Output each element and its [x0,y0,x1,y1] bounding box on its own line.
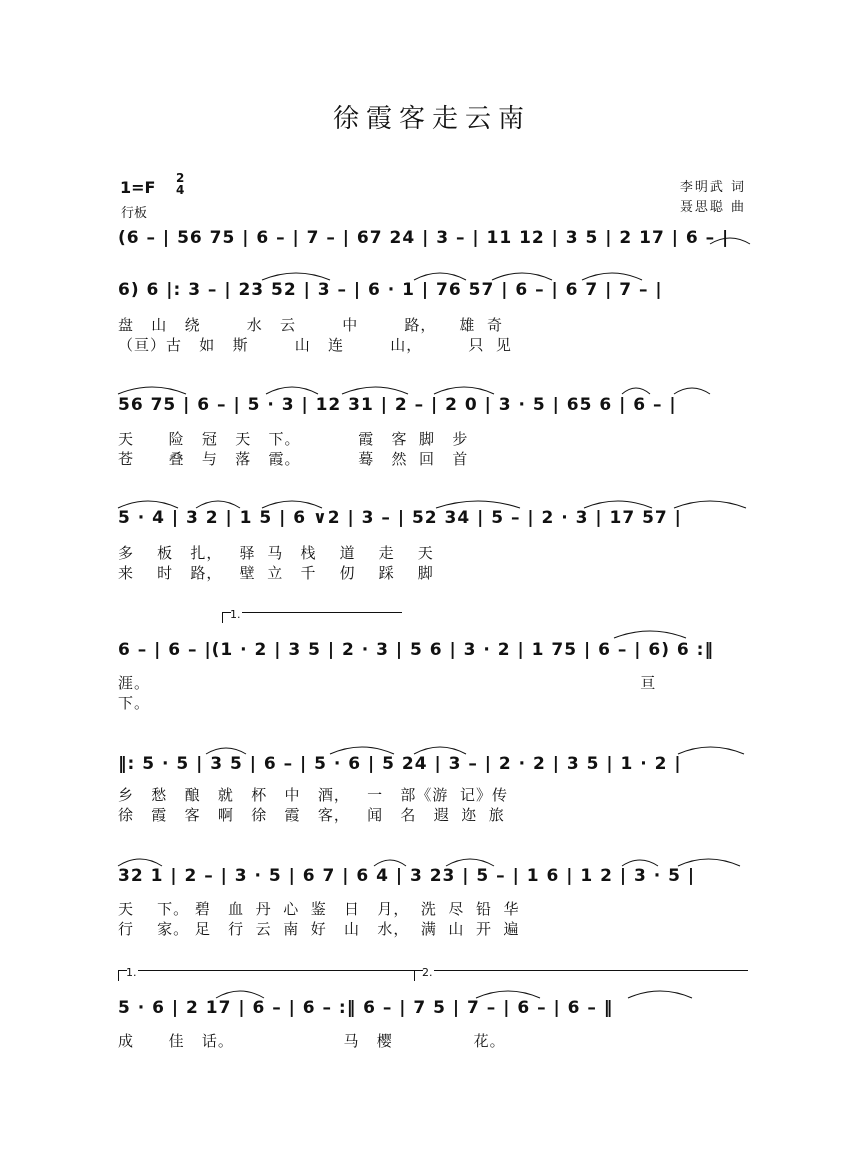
lyrics-line-2a: 盘 山 绕 水 云 中 路， 雄 奇 [118,316,503,334]
notes: 32 1 | 2 – | 3 · 5 | 6 7 | 6 4 | 3 23 | 5 – | 1 6 | 1 2 | 3 · 5 | [118,866,696,886]
notes: 6 – | 6 – |(1 · 2 | 3 5 | 2 · 3 | 5 6 | 3 · 2 | 1 75 | 6 – | 6) 6 :‖ [118,640,714,660]
lyrics-line-4a: 多 板 扎， 驿 马 栈 道 走 天 [118,544,434,562]
lyricist-credit: 李明武 词 [679,180,746,195]
tempo-marking: 行板 [121,206,148,221]
lyrics-line-7a: 天 下。 碧 血 丹 心 鉴 日 月， 洗 尽 铅 华 [118,900,520,918]
volta-1-label-b: 1. [126,966,137,979]
volta-2-label: 2. [422,966,433,979]
lyrics-line-6b: 徐 霞 客 啊 徐 霞 客， 闻 名 遐 迩 旅 [118,806,505,824]
notes: 56 75 | 6 – | 5 · 3 | 12 31 | 2 – | 2 0 | 3 · 5 | 65 6 | 6 – | [118,395,677,415]
lyrics-line-5a: 涯。 亘 [118,674,657,692]
notes: 5 · 6 | 2 17 | 6 – | 6 – :‖ 6 – | 7 5 | 7 – | 6 – | 6 – ‖ [118,998,614,1018]
notes: (6 – | 56 75 | 6 – | 7 – | 67 24 | 3 – | 11 12 | 3 5 | 2 17 | 6 – | [118,228,730,248]
lyrics-line-3b: 苍 叠 与 落 霞。 蓦 然 回 首 [118,450,469,468]
lyrics-line-2b: （亘）古 如 斯 山 连 山， 只 见 [118,336,512,354]
lyrics-line-7b: 行 家。 足 行 云 南 好 山 水， 满 山 开 遍 [118,920,520,938]
volta-1-label: 1. [230,608,241,621]
notes: ‖: 5 · 5 | 3 5 | 6 – | 5 · 6 | 5 24 | 3 – | 2 · 2 | 3 5 | 1 · 2 | [118,754,682,774]
lyrics-line-4b: 来 时 路， 壁 立 千 仞 踩 脚 [118,564,434,582]
notes: 6) 6 |: 3 – | 23 52 | 3 – | 6 · 1 | 76 57 | 6 – | 6 7 | 7 – | [118,280,663,300]
lyrics-line-3a: 天 险 冠 天 下。 霞 客 脚 步 [118,430,469,448]
lyrics-line-8a: 成 佳 话。 马 樱 花。 [118,1032,506,1050]
lyrics-line-5b: 下。 [118,694,151,712]
song-title: 徐霞客走云南 [332,104,531,134]
time-bottom: 4 [176,183,185,197]
lyrics-line-6a: 乡 愁 酿 就 杯 中 酒， 一 部《游 记》传 [118,786,508,804]
composer-credit: 聂思聪 曲 [679,200,746,215]
time-top: 2 [176,171,185,185]
key-signature: 1=F [120,178,156,197]
notes: 5 · 4 | 3 2 | 1 5 | 6 ∨2 | 3 – | 52 34 | 5 – | 2 · 3 | 17 57 | [118,508,682,528]
